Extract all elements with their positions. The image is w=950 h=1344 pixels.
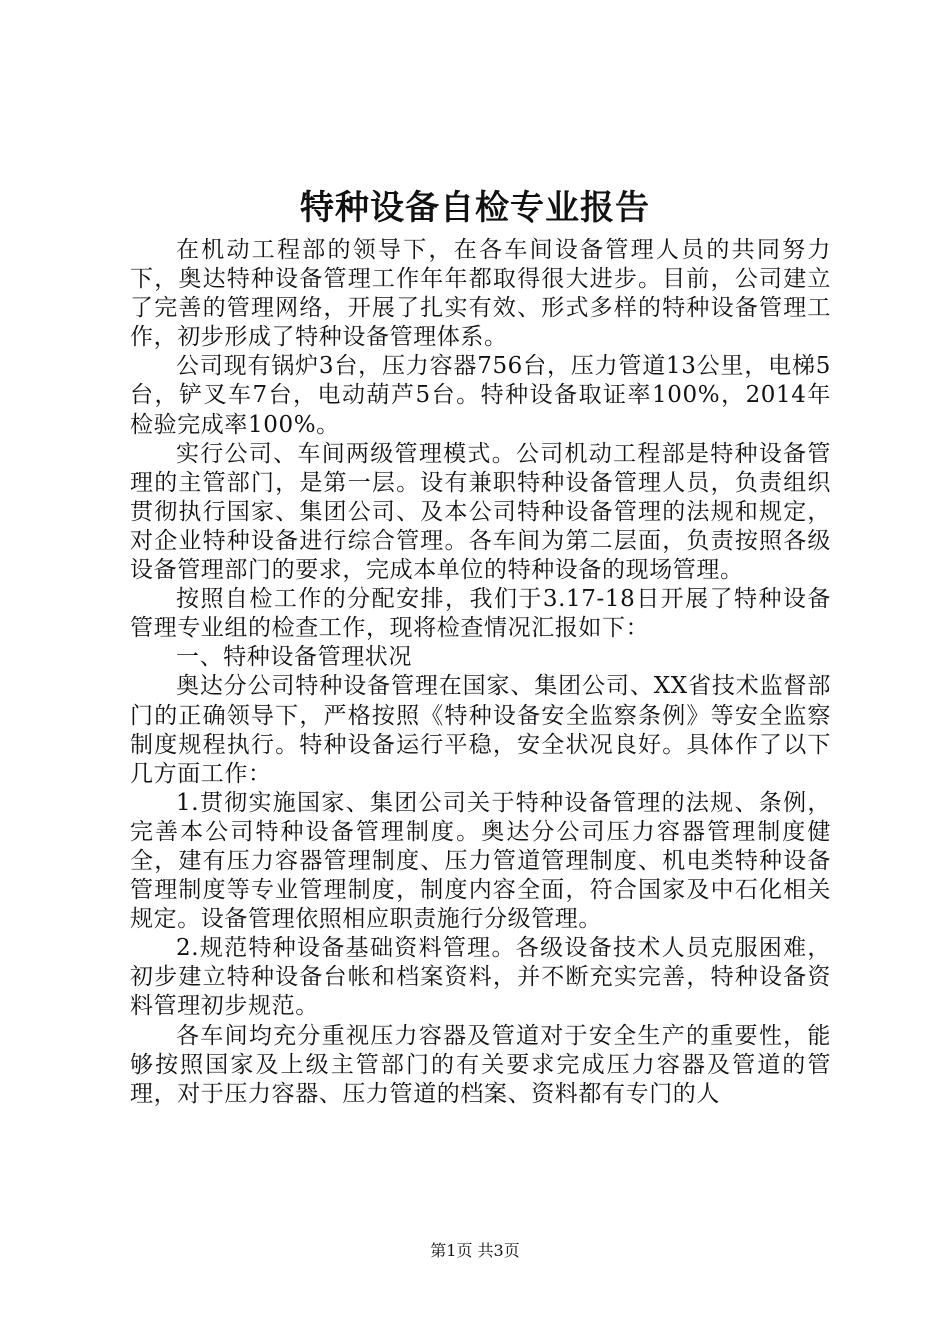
paragraph: 1.贯彻实施国家、集团公司关于特种设备管理的法规、条例，完善本公司特种设备管理制度。奥达分公司压力容器管理制度健全，建有压力容器管理制度、压力管道管理制度、机电类特种设备管理制度等专业管理制度，制度内容全面，符合国家及中石化相关规定。设备管理依照相应职责施行分级管理。 xyxy=(130,789,831,933)
document-title: 特种设备自检专业报告 xyxy=(300,188,650,228)
paragraph: 奥达分公司特种设备管理在国家、集团公司、XX省技术监督部门的正确领导下，严格按照《特种设备安全监察条例》等安全监察制度规程执行。特种设备运行平稳，安全状况良好。具体作了以下几方面工作： xyxy=(130,673,831,787)
section-heading: 一、特种设备管理状况 xyxy=(176,644,412,671)
paragraph: 按照自检工作的分配安排，我们于3.17-18日开展了特种设备管理专业组的检查工作，现将检查情况汇报如下： xyxy=(130,586,831,642)
paragraph: 在机动工程部的领导下，在各车间设备管理人员的共同努力下，奥达特种设备管理工作年年都取得很大进步。目前，公司建立了完善的管理网络，开展了扎实有效、形式多样的特种设备管理工作，初步形成了特种设备管理体系。 xyxy=(130,237,831,351)
paragraph: 公司现有锅炉3台，压力容器756台，压力管道13公里，电梯5台，铲叉车7台，电动葫芦5台。特种设备取证率100%，2014年检验完成率100%。 xyxy=(130,353,831,438)
paragraph: 实行公司、车间两级管理模式。公司机动工程部是特种设备管理的主管部门，是第一层。设有兼职特种设备管理人员，负责组织贯彻执行国家、集团公司、及本公司特种设备管理的法规和规定，对企业特种设备进行综合管理。各车间为第二层面，负责按照各级设备管理部门的要求，完成本单位的特种设备的现场管理。 xyxy=(130,440,831,584)
paragraph: 2.规范特种设备基础资料管理。各级设备技术人员克服困难，初步建立特种设备台帐和档案资料，并不断充实完善，特种设备资料管理初步规范。 xyxy=(130,935,831,1020)
document-body xyxy=(130,236,831,1109)
paragraph: 各车间均充分重视压力容器及管道对于安全生产的重要性，能够按照国家及上级主管部门的有关要求完成压力容器及管道的管理，对于压力容器、压力管道的档案、资料都有专门的人 xyxy=(130,1022,831,1107)
page-footer: 第1页 共3页 xyxy=(430,1241,520,1260)
